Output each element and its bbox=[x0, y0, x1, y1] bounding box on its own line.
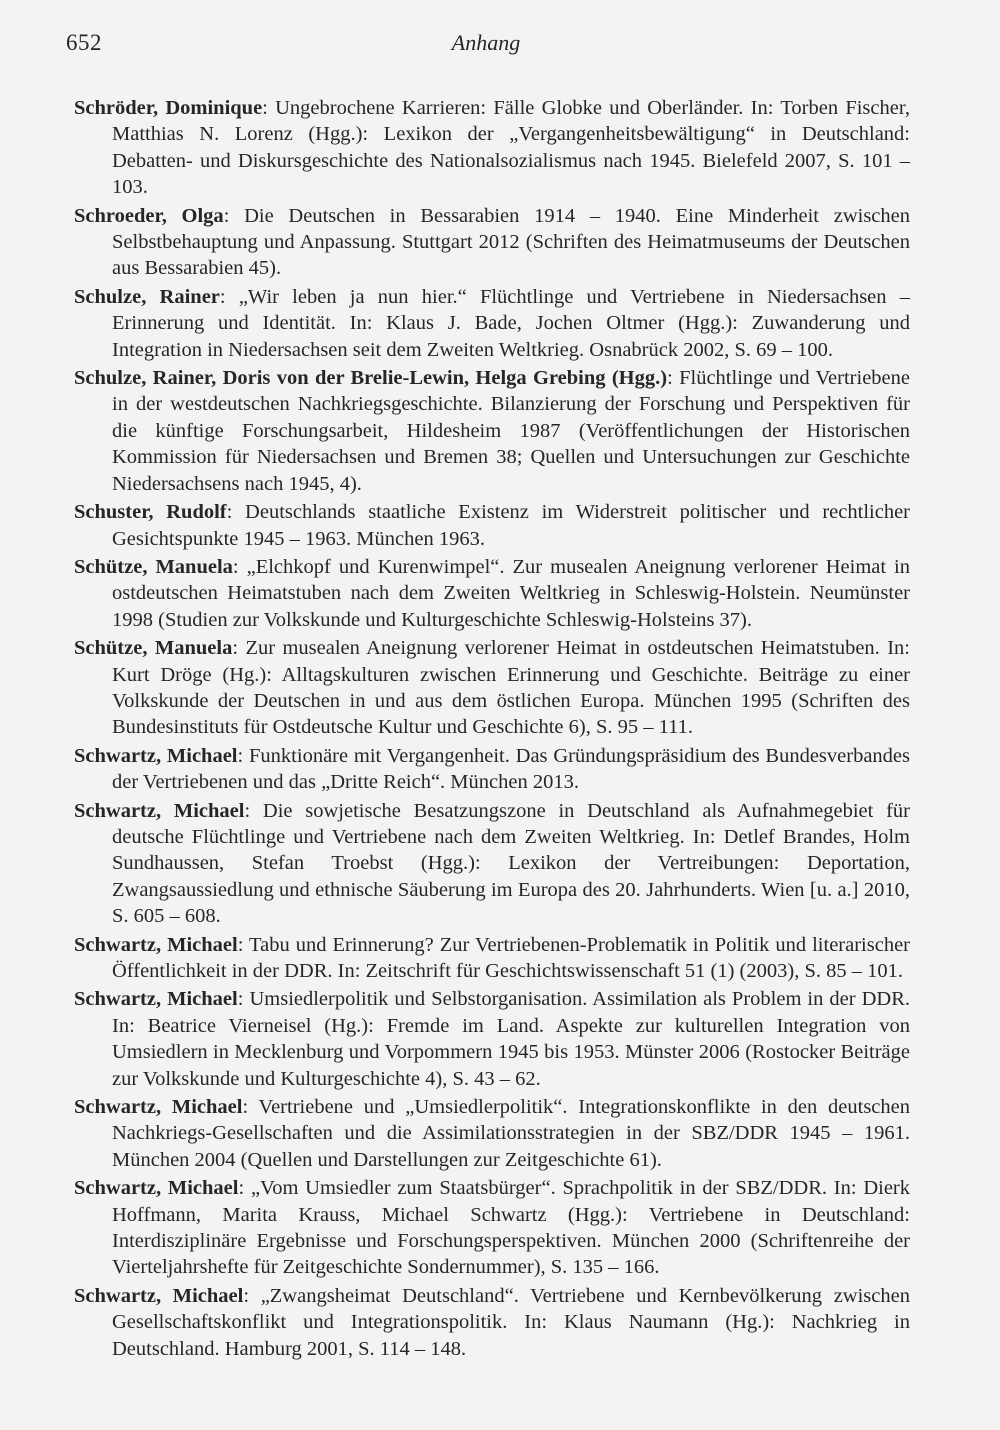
bibliography-entry bbox=[74, 95, 910, 201]
entry-author: Schwartz, Michael bbox=[74, 799, 245, 822]
bibliography-entry bbox=[74, 798, 910, 930]
entry-text: „Zwangsheimat Deutschland“. Vertriebene und Kernbevölkerung zwischen Gesellschaftskonflikt und Integrationspolitik. In: Klaus Naumann (Hg.): Nachkrieg in Deutschland. Hamburg 2001, S. 114 – 148. bbox=[112, 1284, 910, 1360]
entry-separator: : bbox=[232, 637, 246, 660]
entry-author: Schütze, Manuela bbox=[74, 637, 233, 660]
entry-separator: : bbox=[242, 1096, 259, 1119]
entry-text: Tabu und Erinnerung? Zur Vertriebenen-Problematik in Politik und literarischer Öffentlichkeit in der DDR. In: Zeitschrift für Geschichtswissenschaft 51 (1) (2003), S. 85 – 101. bbox=[112, 933, 911, 982]
entry-separator: : bbox=[667, 367, 680, 390]
bibliography-entry bbox=[74, 932, 910, 985]
bibliography-entry bbox=[74, 743, 910, 796]
entry-separator: : bbox=[237, 744, 250, 767]
entry-text: „Vom Umsiedler zum Staatsbürger“. Sprachpolitik in der SBZ/DDR. In: Dierk Hoffmann, Marita Krauss, Michael Schwartz (Hgg.): Vertriebene in Deutschland: Interdisziplinäre Ergebnisse und Forschungsperspektiven. München 2000 (Schriftenreihe der Vierteljahrshefte für Zeitgeschichte Sondernummer), S. 135 – 166. bbox=[112, 1177, 910, 1279]
entry-text: Vertriebene und „Umsiedlerpolitik“. Integrationskonflikte in den deutschen Nachkriegs-Gesellschaften und die Assimilationsstrategien in der SBZ/DDR 1945 – 1961. München 2004 (Quellen und Darstellungen zur Zeitgeschichte 61). bbox=[112, 1096, 910, 1171]
entry-author: Schwartz, Michael bbox=[74, 1177, 239, 1200]
entry-text: Flüchtlinge und Vertriebene in der westdeutschen Nachkriegsgeschichte. Bilanzierung der Forschung und Perspektiven für die künftige Forschungsarbeit, Hildesheim 1987 (Veröffentlichungen der Historischen Kommission für Niedersachsen und Bremen 38; Quellen und Untersuchungen zur Geschichte Niedersachsens nach 1945, 4). bbox=[112, 367, 910, 495]
entry-text: Die Deutschen in Bessarabien 1914 – 1940. Eine Minderheit zwischen Selbstbehauptung und Anpassung. Stuttgart 2012 (Schriften des Heimatmuseums der Deutschen aus Bessarabien 45). bbox=[112, 204, 910, 280]
entry-author: Schwartz, Michael bbox=[74, 988, 238, 1011]
bibliography-entry bbox=[74, 499, 910, 552]
entry-separator: : bbox=[237, 988, 250, 1011]
entry-author: Schütze, Manuela bbox=[74, 555, 233, 578]
bibliography-entry bbox=[74, 1283, 910, 1362]
bibliography-entry bbox=[74, 365, 910, 497]
entry-author: Schroeder, Olga bbox=[74, 204, 224, 227]
entry-separator: : bbox=[237, 933, 250, 956]
page-header bbox=[66, 30, 906, 66]
entry-author: Schwartz, Michael bbox=[74, 1096, 243, 1119]
entry-author: Schulze, Rainer bbox=[74, 285, 220, 308]
running-head: Anhang bbox=[451, 30, 521, 55]
entry-separator: : bbox=[243, 1284, 261, 1307]
entry-text: „Elchkopf und Kurenwimpel“. Zur musealen Aneignung verlorener Heimat in ostdeutschen Heimatstuben nach dem Zweiten Weltkrieg in Schleswig-Holstein. Neumünster 1998 (Studien zur Volkskunde und Kulturgeschichte Schleswig-Holsteins 37). bbox=[112, 555, 910, 631]
entry-author: Schwartz, Michael bbox=[74, 1284, 244, 1307]
entry-author: Schröder, Dominique bbox=[74, 97, 263, 119]
bibliography-entry bbox=[74, 1094, 910, 1173]
page-number: 652 bbox=[66, 30, 102, 55]
entry-text: Deutschlands staatliche Existenz im Widerstreit politischer und rechtlicher Gesichtspunkte 1945 – 1963. München 1963. bbox=[112, 501, 910, 550]
entry-separator: : bbox=[244, 799, 263, 822]
entry-text: Umsiedlerpolitik und Selbstorganisation. Assimilation als Problem in der DDR. In: Beatrice Vierneisel (Hg.): Fremde im Land. Aspekte zur kulturellen Integration von Umsiedlern in Mecklenburg und Vorpommern 1945 bis 1953. Münster 2006 (Rostocker Beiträge zur Volkskunde und Kulturgeschichte 4), S. 43 – 62. bbox=[112, 988, 911, 1090]
bibliography-entry bbox=[74, 986, 910, 1092]
entry-separator: : bbox=[262, 97, 276, 119]
entry-author: Schulze, Rainer, Doris von der Brelie-Lewin, Helga Grebing (Hgg.) bbox=[74, 367, 668, 390]
entry-author: Schwartz, Michael bbox=[74, 744, 238, 767]
entry-separator: : bbox=[226, 501, 246, 524]
bibliography-entry bbox=[74, 635, 910, 741]
entry-author: Schuster, Rudolf bbox=[74, 501, 227, 524]
entry-separator: : bbox=[223, 204, 245, 227]
entry-text: Funktionäre mit Vergangenheit. Das Gründungspräsidium des Bundesverbandes der Vertriebenen und das „Dritte Reich“. München 2013. bbox=[112, 744, 910, 794]
bibliography-entry bbox=[74, 1175, 910, 1281]
bibliography-list bbox=[74, 95, 910, 1364]
entry-text: „Wir leben ja nun hier.“ Flüchtlinge und Vertriebene in Niedersachsen – Erinnerung und Identität. In: Klaus J. Bade, Jochen Oltmer (Hgg.): Zuwanderung und Integration in Niedersachsen seit dem Zweiten Weltkrieg. Osnabrück 2002, S. 69 – 100. bbox=[112, 285, 910, 361]
entry-separator: : bbox=[219, 285, 239, 308]
entry-author: Schwartz, Michael bbox=[74, 933, 238, 956]
entry-text: Zur musealen Aneignung verlorener Heimat in ostdeutschen Heimatstuben. In: Kurt Dröge (Hg.): Alltagskulturen zwischen Erinnerung und Geschichte. Beiträge zu einer Volkskunde der Deutschen in und aus dem östlichen Europa. München 1995 (Schriften des Bundesinstituts für Ostdeutsche Kultur und Geschichte 6), S. 95 – 111. bbox=[112, 637, 910, 739]
bibliography-entry bbox=[74, 284, 910, 363]
bibliography-entry bbox=[74, 203, 910, 282]
entry-text: Die sowjetische Besatzungszone in Deutschland als Aufnahmegebiet für deutsche Flüchtlinge und Vertriebene nach dem Zweiten Weltkrieg. In: Detlef Brandes, Holm Sundhaussen, Stefan Troebst (Hgg.): Lexikon der Vertreibungen: Deportation, Zwangsaussiedlung und ethnische Säuberung im Europa des 20. Jahrhunderts. Wien [u. a.] 2010, S. 605 – 608. bbox=[112, 799, 911, 928]
entry-separator: : bbox=[238, 1177, 251, 1200]
bibliography-entry bbox=[74, 554, 910, 633]
entry-separator: : bbox=[232, 555, 247, 578]
entry-text: Ungebrochene Karrieren: Fälle Globke und Oberländer. In: Torben Fischer, Matthias N. Lorenz (Hgg.): Lexikon der „Vergangenheitsbewältigung“ in Deutschland: Debatten- und Diskursgeschichte des Nationalsozialismus nach 1945. Bielefeld 2007, S. 101 – 103. bbox=[112, 97, 910, 199]
